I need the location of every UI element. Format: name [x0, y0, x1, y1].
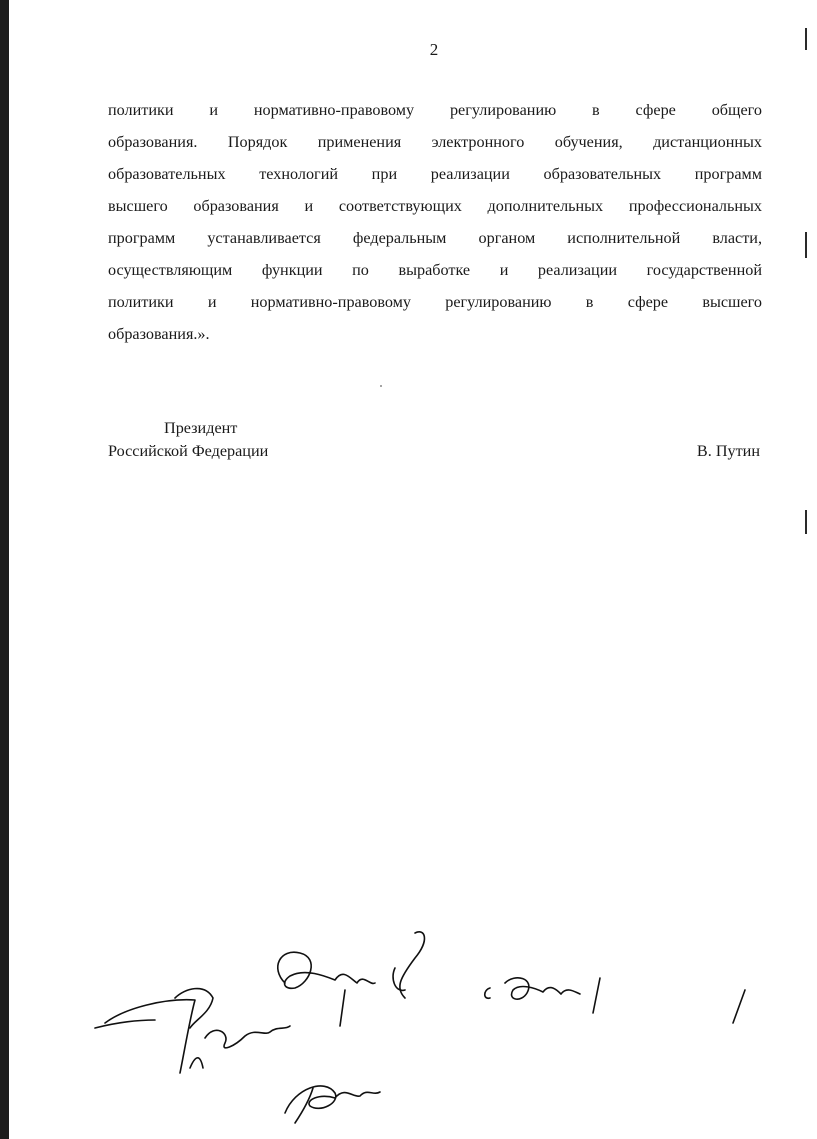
scan-speck	[380, 385, 382, 387]
signatory-title-org: Российской Федерации	[108, 442, 269, 460]
signatures-drawing	[95, 928, 765, 1128]
body-line: высшего образования и соответствующих дополнительных профессиональных	[108, 197, 762, 215]
signatory-name: В. Путин	[696, 442, 760, 460]
signature-voznik	[505, 978, 745, 1023]
handwritten-signatures	[95, 928, 765, 1128]
scan-edge-mark	[805, 232, 807, 258]
body-line: образования.».	[108, 325, 210, 343]
body-line: осуществляющим функции по выработке и реализации государственной	[108, 261, 762, 279]
scan-edge-mark	[805, 510, 807, 534]
body-line: политики и нормативно-правовому регулированию в сфере высшего	[108, 293, 762, 311]
scan-left-edge	[0, 0, 9, 1139]
body-line: образования. Порядок применения электронного обучения, дистанционных	[108, 133, 762, 151]
document-body	[108, 94, 762, 350]
body-line: образовательных технологий при реализации образовательных программ	[108, 165, 762, 183]
body-line: политики и нормативно-правовому регулированию в сфере общего	[108, 101, 762, 119]
signature-karasin	[95, 989, 290, 1073]
page-number: 2	[429, 40, 439, 59]
body-line: программ устанавливается федеральным органом исполнительной власти,	[108, 229, 762, 247]
signature-umakhanov	[278, 932, 490, 1026]
signatory-title: Президент	[164, 419, 238, 437]
signature-gumerova	[285, 1086, 380, 1123]
